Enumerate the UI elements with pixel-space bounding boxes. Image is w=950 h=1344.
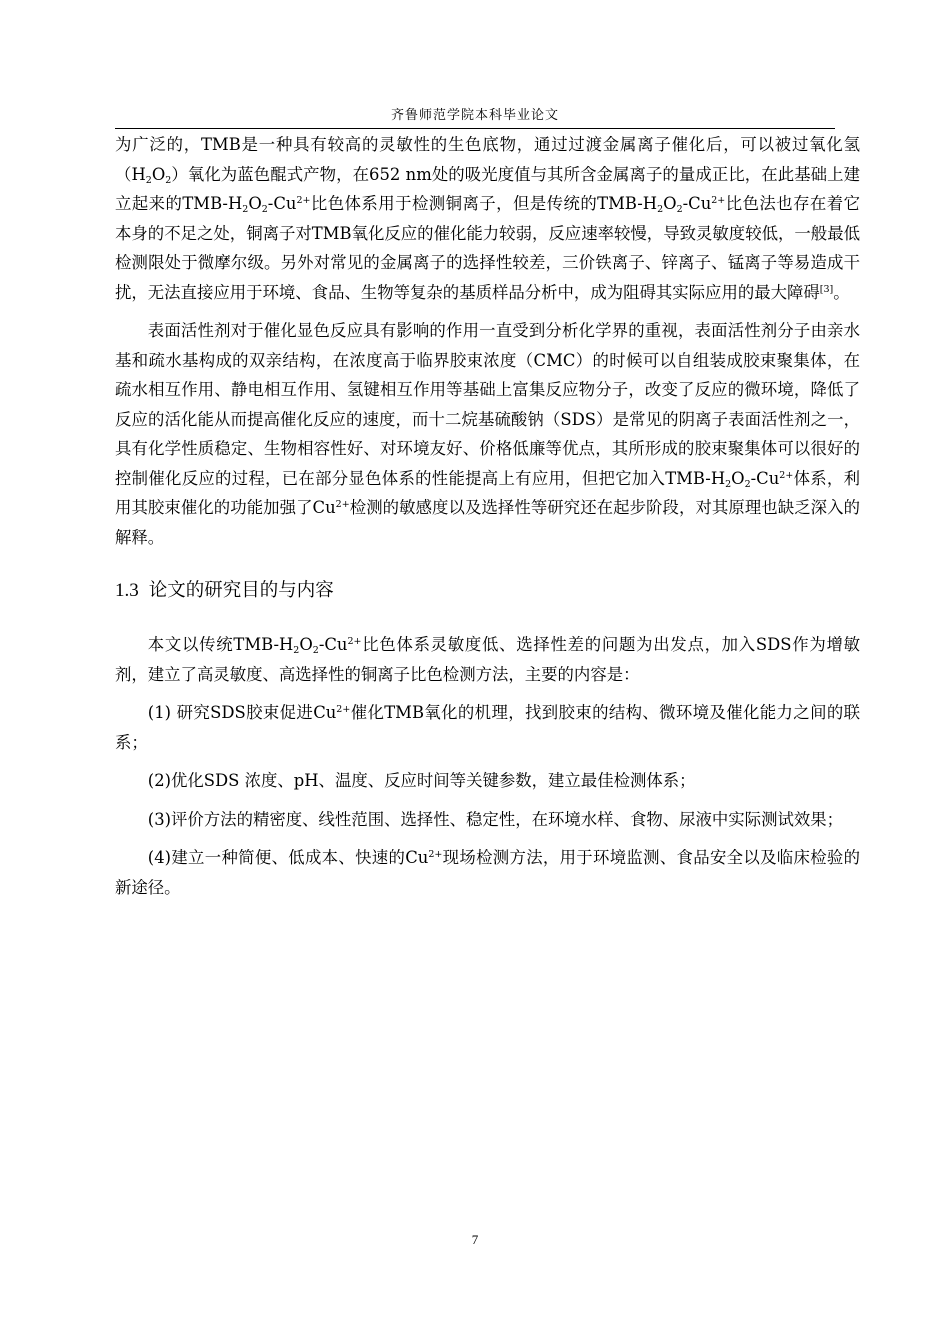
text-run: O: [663, 194, 677, 213]
text-run: 本文以传统TMB-H: [147, 635, 294, 654]
text-run: 比色法也存在着它本身的不足之处，铜离子对TMB氧化反应的催化能力较弱，反应速率较慢，导致灵敏度较低，一般最低检测限处于微摩尔级。另外对常见的金属离子的选择性较差，三价铁离子、锌离子、锰离子等易造成干扰，无法直接应用于环境、食品、生物等复杂的基质样品分析中，成为阻碍其实际应用的最大障碍: [115, 194, 861, 302]
text-run: 现场检测方法，用于环境监测、食品安全以及临床检验的新途径。: [115, 848, 860, 897]
superscript: 2+: [779, 469, 794, 481]
subscript: 2: [165, 174, 172, 186]
text-run: 催化TMB氧化的机理，找到胶束的结构、微环境及催化能力之间的联系；: [115, 703, 860, 752]
section-heading: [115, 576, 860, 606]
text-run: (3)评价方法的精密度、线性范围、选择性、稳定性，在环境水样、食物、尿液中实际测试效果；: [147, 809, 844, 829]
superscript: 2+: [335, 499, 350, 510]
text-run: -Cu: [318, 635, 348, 654]
text-run: -Cu: [682, 194, 712, 213]
section-title: 论文的研究目的与内容: [148, 580, 334, 601]
page-number: 7: [471, 1232, 479, 1247]
subscript: 2: [261, 204, 268, 215]
citation-superscript: [3]: [819, 283, 834, 295]
text-run: 为广泛的，TMB是一种具有较高的灵敏性的生色底物，通过过渡金属离子催化后，可以被过氧化氢（H: [115, 135, 860, 184]
subscript: 2: [725, 478, 732, 490]
list-item-1: [115, 698, 860, 757]
text-run: 检测的敏感度以及选择性等研究还在起步阶段，对其原理也缺乏深入的解释。: [115, 498, 860, 547]
section-number: 1.3: [115, 580, 139, 601]
running-header: 齐鲁师范学院本科毕业论文: [390, 108, 559, 123]
text-run: O: [731, 468, 745, 488]
superscript: 2+: [347, 636, 362, 647]
subscript: 2: [145, 174, 152, 186]
text-run: (4)建立一种简便、低成本、快速的Cu: [147, 848, 429, 867]
superscript: 2+: [711, 195, 726, 206]
list-item-3: [115, 805, 860, 835]
subscript: 2: [676, 204, 683, 215]
text-run: O: [299, 635, 313, 654]
text-run: 比色体系灵敏度低、选择性差的问题为出发点，加入SDS作为增敏剂，建立了高灵敏度、高选择性的铜离子比色检测方法，主要的内容是：: [115, 635, 860, 684]
text-run: 表面活性剂对于催化显色反应具有影响的作用一直受到分析化学界的重视，表面活性剂分子由亲水基和疏水基构成的双亲结构，在浓度高于临界胶束浓度（CMC）的时候可以自组装成胶束聚集体，在疏水相互作用、静电相互作用、氢键相互作用等基础上富集反应物分子，改变了反应的微环境，降低了反应的活化能从而提高催化反应的速度，而十二烷基硫酸钠（SDS）是常见的阴离子表面活性剂之一，具有化学性质稳定、生物相容性好、对环境友好、价格低廉等优点，其所形成的胶束聚集体可以很好的控制催化反应的过程，已在部分显色体系的性能提高上有应用，但把它加入TMB-H: [115, 321, 860, 488]
text-run: (1) 研究SDS胶束促进Cu: [147, 703, 337, 722]
subscript: 2: [657, 204, 664, 215]
subscript: 2: [242, 204, 249, 215]
superscript: 2+: [336, 704, 351, 715]
text-run: O: [248, 194, 262, 213]
subscript: 2: [312, 645, 319, 656]
superscript: 2+: [428, 849, 443, 860]
list-item-4: [115, 843, 860, 902]
text-run: 比色体系用于检测铜离子，但是传统的TMB-H: [310, 194, 658, 213]
text-run: 体系，利用其胶束催化的功能加强了Cu: [115, 468, 860, 517]
paragraph-intro: [115, 630, 860, 689]
text-run: 。: [833, 282, 850, 302]
text-run: -Cu: [750, 468, 780, 488]
text-run: ）氧化为蓝色醌式产物，在652 nm处的吸光度值与其所含金属离子的量成正比，在此基础上建立起来的TMB-H: [115, 164, 861, 213]
header-rule: [115, 128, 835, 129]
list-item-2: [115, 766, 860, 796]
superscript: 2+: [296, 195, 311, 206]
paragraph-surfactant: [115, 316, 860, 552]
text-run: -Cu: [267, 194, 297, 213]
paragraph-tmb-background: [115, 130, 860, 307]
page-body: [115, 130, 860, 902]
subscript: 2: [744, 478, 751, 490]
text-run: (2)优化SDS 浓度、pH、温度、反应时间等关键参数，建立最佳检测体系；: [147, 771, 696, 790]
subscript: 2: [293, 645, 300, 656]
text-run: O: [151, 164, 166, 184]
